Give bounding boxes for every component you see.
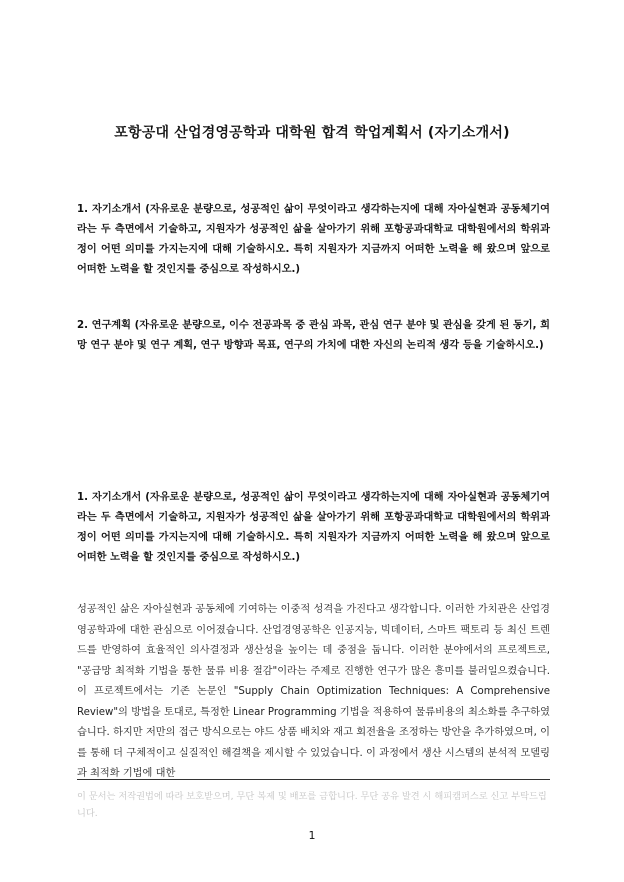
divider bbox=[77, 779, 550, 780]
section-heading: 2. 연구계획 (자유로운 분량으로, 이수 전공과목 중 관심 과목, 관심 연구 분야 및 관심을 갖게 된 동기, 희망 연구 분야 및 연구 계획, 연구 방향과 목표, 연구의 가치에 대한 자신의 논리적 생각 등을 기술하시오.) bbox=[77, 320, 550, 351]
copyright-notice: 이 문서는 저작권법에 따라 보호받으며, 무단 복제 및 배포를 금합니다. 무단 공유 발견 시 해피캠퍼스로 신고 부탁드립니다. bbox=[77, 791, 547, 819]
section-heading: 1. 자기소개서 (자유로운 분량으로, 성공적인 삶이 무엇이라고 생각하는지에 대해 자아실현과 공동체기여라는 두 측면에서 기술하고, 지원자가 성공적인 삶을 살아가기 위해 포항공과대학교 대학원에서의 학위과정이 어떤 의미를 가지는지에 대해 기술하시오. 특히 지원자가 지금까지 어떠한 노력을 해 왔으며 앞으로 어떠한 노력을 할 것인지를 중심으로 작성하시오.) bbox=[77, 204, 550, 275]
section-2-prompt bbox=[77, 316, 550, 356]
page-number: 1 bbox=[308, 829, 316, 842]
section-3-prompt bbox=[77, 488, 550, 568]
document-title: 포항공대 산업경영공학과 대학원 합격 학업계획서 (자기소개서) bbox=[114, 125, 510, 141]
section-heading: 1. 자기소개서 (자유로운 분량으로, 성공적인 삶이 무엇이라고 생각하는지에 대해 자아실현과 공동체기여라는 두 측면에서 기술하고, 지원자가 성공적인 삶을 살아가기 위해 포항공과대학교 대학원에서의 학위과정이 어떤 의미를 가지는지에 대해 기술하시오. 특히 지원자가 지금까지 어떠한 노력을 해 왔으며 앞으로 어떠한 노력을 할 것인지를 중심으로 작성하시오.) bbox=[77, 492, 550, 563]
answer-body: 성공적인 삶은 자아실현과 공동체에 기여하는 이중적 성격을 가진다고 생각합니다. 이러한 가치관은 산업경영공학과에 대한 관심으로 이어졌습니다. 산업경영공학은 인공지능, 빅데이터, 스마트 팩토리 등 최신 트렌드를 반영하여 효율적인 의사결정과 생산성을 높이는 데 중점을 둡니다. 이러한 분야에서의 프로젝트로, "공급망 최적화 기법을 통한 물류 비용 절감"이라는 주제로 진행한 연구가 많은 흥미를 불러일으켰습니다. 이 프로젝트에서는 기존 논문인 "Supply Chain Optimization Techniques: A Comprehensive Review"의 방법을 토대로, 특정한 Linear Programming 기법을 적용하여 물류비용의 최소화를 추구하였습니다. 하지만 저만의 접근 방식으로는 야드 상품 배치와 재고 회전율을 조정하는 방안을 추가하였으며, 이를 통해 더 구체적이고 실질적인 해결책을 제시할 수 있었습니다. 이 과정에서 생산 시스템의 분석적 모델링과 최적화 기법에 대한 bbox=[77, 604, 550, 779]
section-1-prompt bbox=[77, 200, 550, 280]
